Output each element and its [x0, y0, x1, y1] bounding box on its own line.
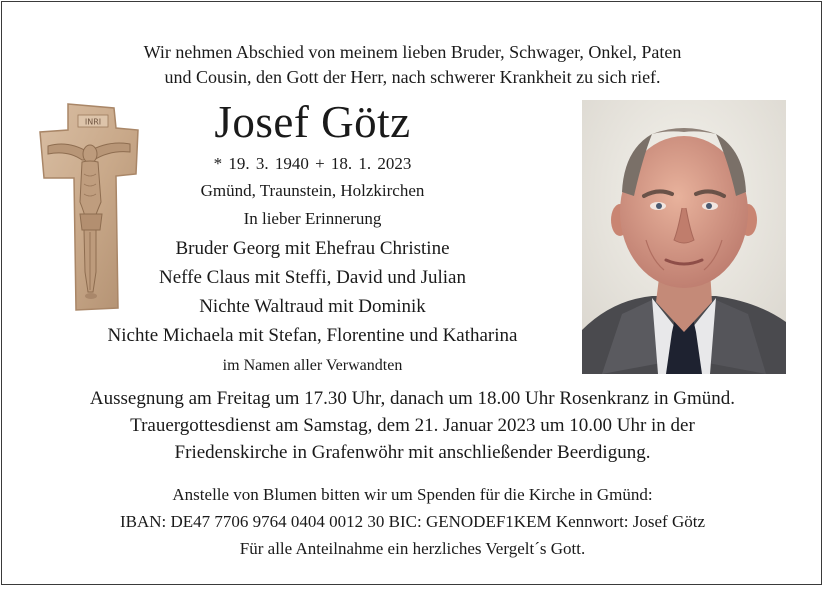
service-line: Aussegnung am Freitag um 17.30 Uhr, danach um 18.00 Uhr Rosenkranz in Gmünd.: [89, 388, 736, 409]
relative-line: Neffe Claus mit Steffi, David und Julian: [159, 267, 466, 288]
donation-line: Anstelle von Blumen bitten wir um Spenden für die Kirche in Gmünd:: [172, 485, 653, 504]
cross-inscription: INRI: [84, 117, 102, 127]
intro-line-1: Wir nehmen Abschied von meinem lieben Bruder, Schwager, Onkel, Paten: [143, 42, 682, 62]
service-info: [2, 385, 822, 466]
on-behalf-line: im Namen aller Verwandten: [222, 357, 403, 374]
places: Gmünd, Traunstein, Holzkirchen: [200, 181, 425, 200]
relative-line: Bruder Georg mit Ehefrau Christine: [175, 238, 450, 259]
portrait-photo: [582, 100, 786, 374]
relative-line: Nichte Michaela mit Stefan, Florentine und Katharina: [107, 325, 518, 346]
obituary-card: [1, 1, 822, 585]
donation-line: Für alle Anteilnahme ein herzliches Vergelt´s Gott.: [239, 539, 586, 558]
memory-line: In lieber Erinnerung: [243, 209, 382, 228]
crucifix-icon: [38, 102, 140, 312]
donation-info: [2, 481, 822, 562]
portrait-image: [582, 100, 786, 374]
intro-line-2: und Cousin, den Gott der Herr, nach schwerer Krankheit zu sich rief.: [164, 67, 661, 87]
intro-text: [2, 40, 822, 90]
service-line: Friedenskirche in Grafenwöhr mit anschließender Beerdigung.: [174, 442, 651, 463]
service-line: Trauergottesdienst am Samstag, dem 21. Januar 2023 um 10.00 Uhr in der: [130, 415, 695, 436]
life-dates: * 19. 3. 1940 + 18. 1. 2023: [213, 154, 412, 173]
deceased-name: Josef Götz: [214, 97, 411, 147]
donation-line: IBAN: DE47 7706 9764 0404 0012 30 BIC: GENODEF1KEM Kennwort: Josef Götz: [119, 512, 706, 531]
relative-line: Nichte Waltraud mit Dominik: [199, 296, 426, 317]
